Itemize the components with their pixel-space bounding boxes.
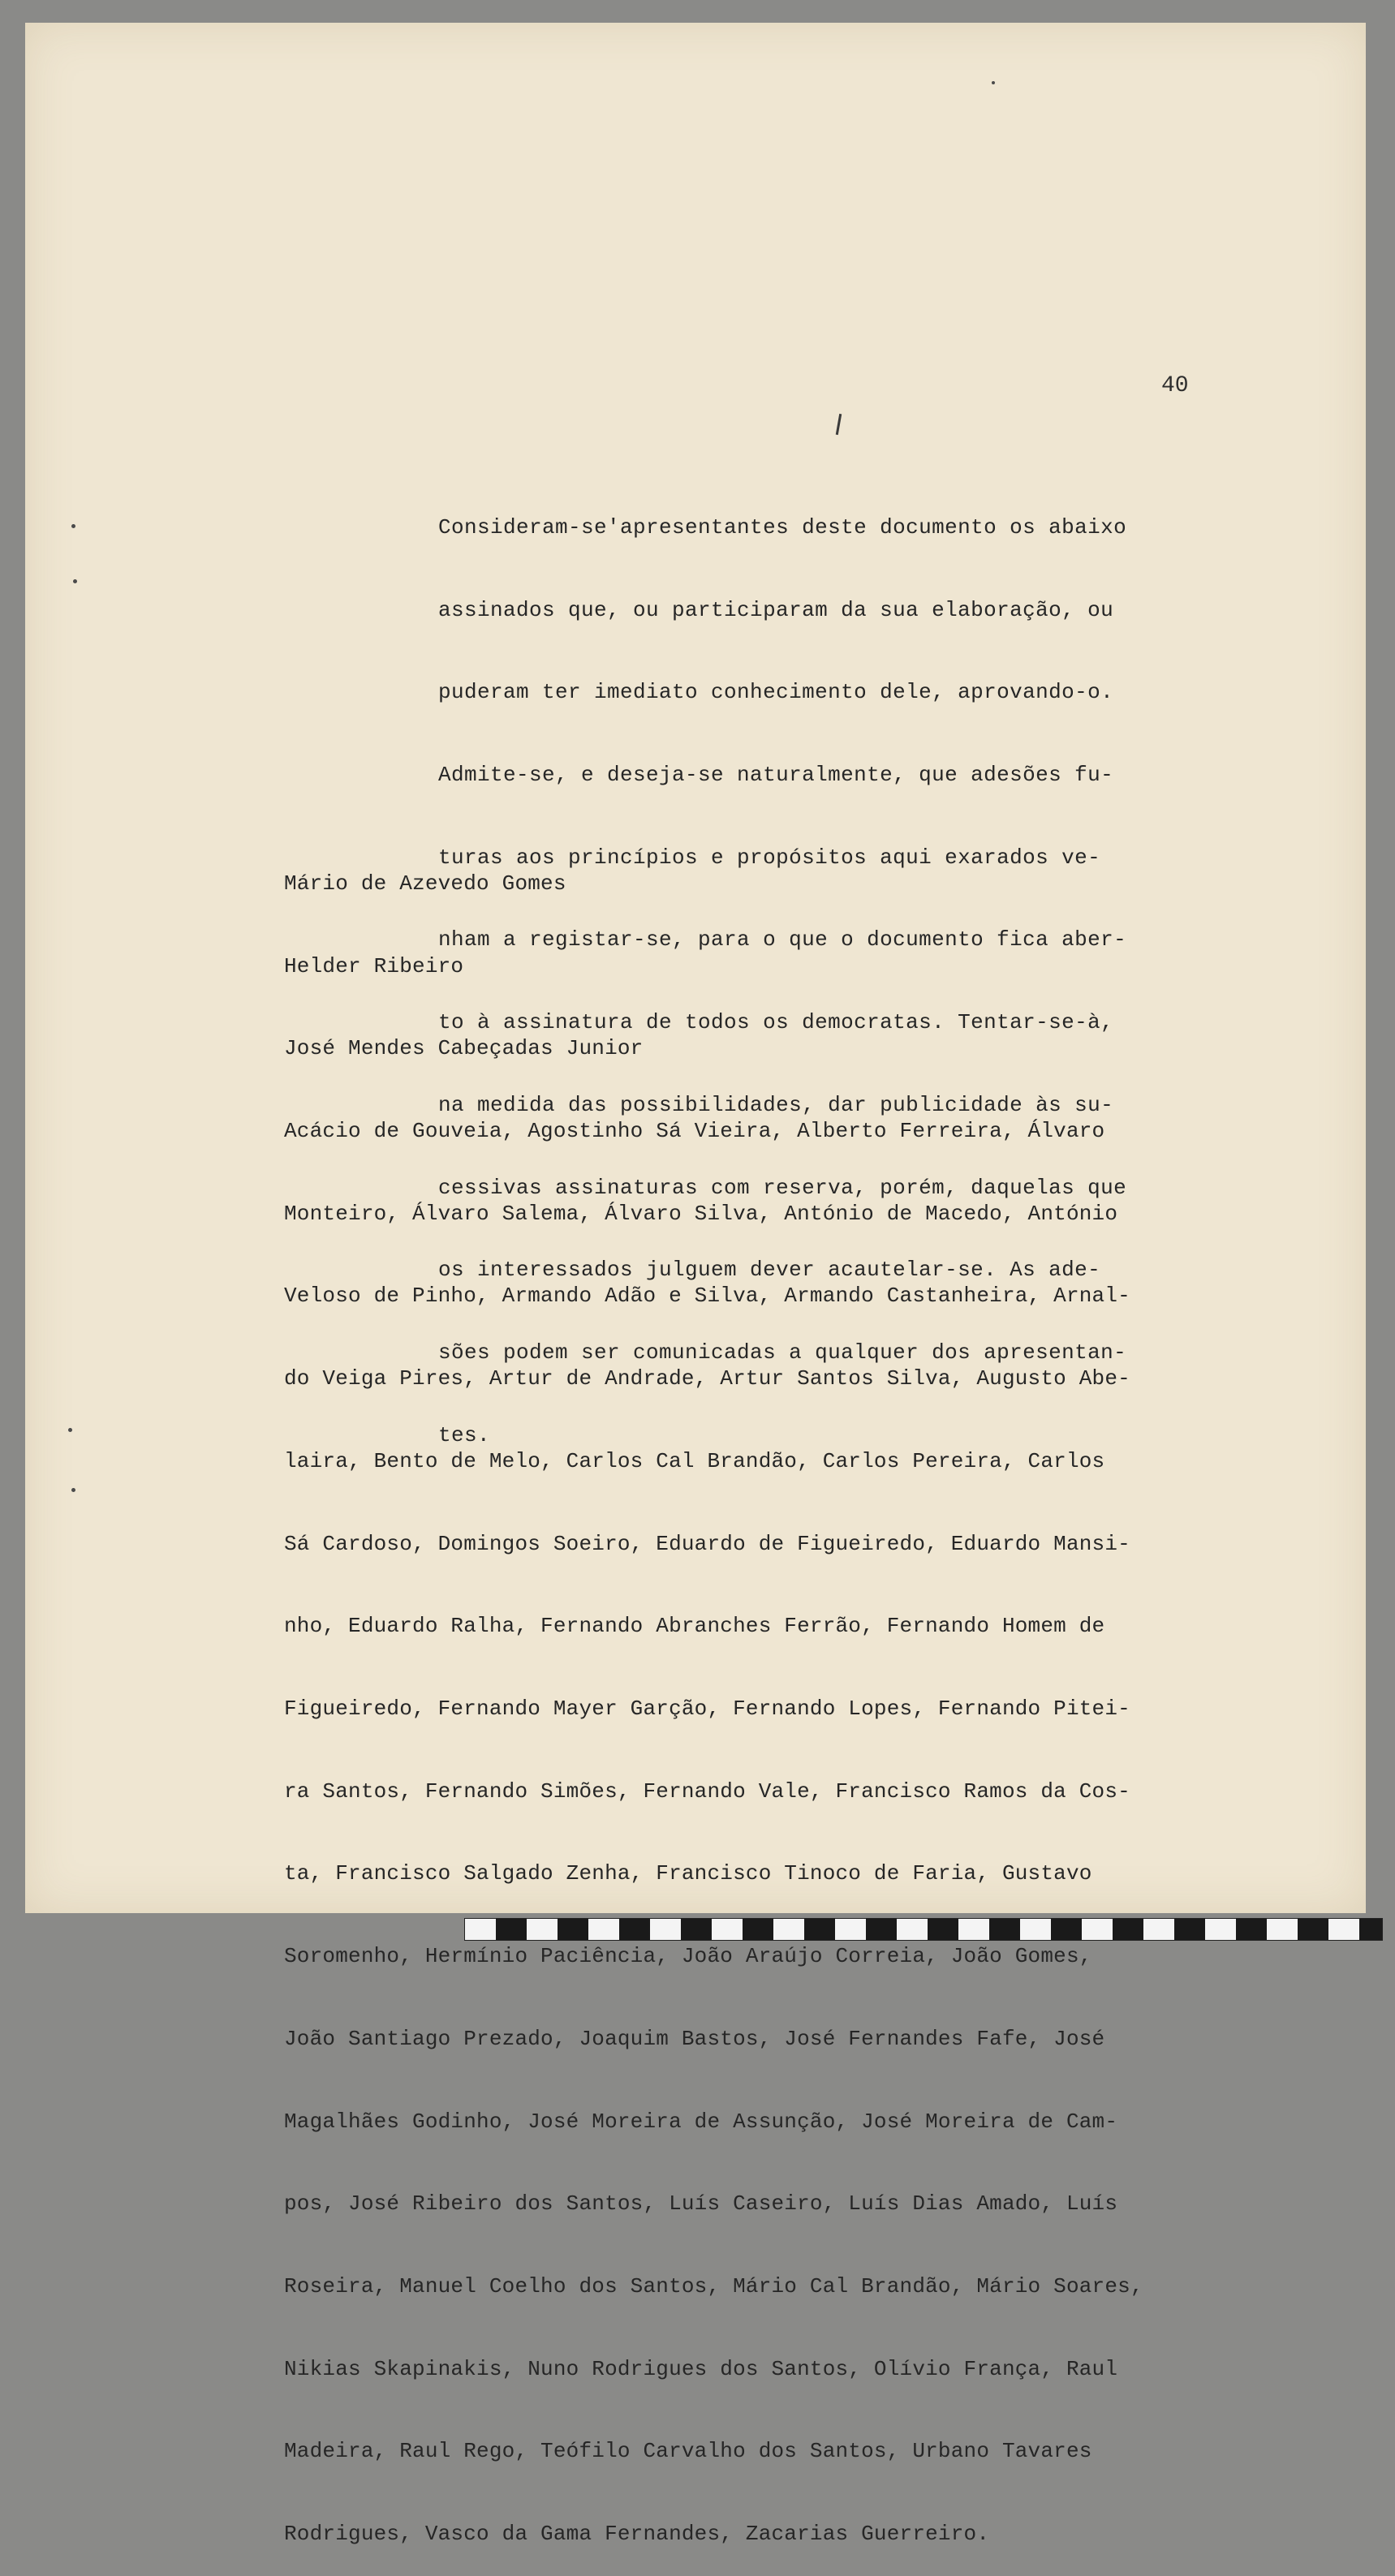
signatories-list [284,815,1274,2576]
signatory-line: Sá Cardoso, Domingos Soeiro, Eduardo de Figueiredo, Eduardo Mansi- [284,1531,1130,1556]
signatory-line: José Mendes Cabeçadas Junior [284,1036,644,1061]
signatory-line: Veloso de Pinho, Armando Adão e Silva, Armando Castanheira, Arnal- [284,1284,1130,1309]
paper-speck [73,579,77,583]
signatory-line: Nikias Skapinakis, Nuno Rodrigues dos Santos, Olívio França, Raul [284,2356,1118,2381]
paper-speck [992,81,995,84]
paper-speck [68,1428,72,1432]
paragraph-line: puderam ter imediato conhecimento dele, aprovando-o. [438,680,1114,705]
signatory-line: Helder Ribeiro [284,953,464,978]
paragraph-line: na medida das possibilidades, dar publicidade às su- [438,1092,1114,1117]
signatory-line: Roseira, Manuel Coelho dos Santos, Mário Cal Brandão, Mário Soares, [284,2274,1143,2299]
signatory-line: pos, José Ribeiro dos Santos, Luís Caseiro, Luís Dias Amado, Luís [284,2191,1118,2217]
signatory-line: Mário de Azevedo Gomes [284,871,566,896]
scale-ruler [464,1918,1383,1941]
signatory-line: ta, Francisco Salgado Zenha, Francisco Tinoco de Faria, Gustavo [284,1861,1092,1886]
signatory-line: Acácio de Gouveia, Agostinho Sá Vieira, Alberto Ferreira, Álvaro [284,1118,1105,1143]
signatory-line: Rodrigues, Vasco da Gama Fernandes, Zacarias Guerreiro. [284,2522,990,2547]
signatory-line: Madeira, Raul Rego, Teófilo Carvalho dos Santos, Urbano Tavares [284,2439,1092,2464]
paragraph-line: tes. [438,1422,491,1447]
paragraph-line: Consideram-se'apresentantes deste documento os abaixo [438,514,1127,540]
paper-speck [71,524,75,528]
paragraph-line: to à assinatura de todos os democratas. Tentar-se-à, [438,1010,1114,1035]
paragraph-line: cessivas assinaturas com reserva, porém, daquelas que [438,1175,1127,1200]
paragraph-line: turas aos princípios e propósitos aqui exarados ve- [438,845,1101,870]
paragraph-line: sões podem ser comunicadas a qualquer dos apresentan- [438,1340,1127,1365]
page-number: 40 [1161,373,1189,398]
paper-speck [71,1488,75,1492]
signatory-line: Magalhães Godinho, José Moreira de Assunção, José Moreira de Cam- [284,2109,1118,2134]
paragraph-line: Admite-se, e deseja-se naturalmente, que adesões fu- [438,762,1114,787]
signatory-line: do Veiga Pires, Artur de Andrade, Artur Santos Silva, Augusto Abe- [284,1366,1130,1391]
signatory-line: nho, Eduardo Ralha, Fernando Abranches Ferrão, Fernando Homem de [284,1614,1105,1639]
signatory-line: ra Santos, Fernando Simões, Fernando Vale, Francisco Ramos da Cos- [284,1778,1130,1804]
signatory-line: Soromenho, Hermínio Paciência, João Araújo Correia, João Gomes, [284,1944,1092,1969]
signatory-line: laira, Bento de Melo, Carlos Cal Brandão, Carlos Pereira, Carlos [284,1448,1105,1473]
signatory-line: João Santiago Prezado, Joaquim Bastos, José Fernandes Fafe, José [284,2026,1105,2051]
paragraph-line: os interessados julguem dever acautelar-se. As ade- [438,1258,1101,1283]
signatory-line: Monteiro, Álvaro Salema, Álvaro Silva, António de Macedo, António [284,1201,1118,1226]
paragraph-line: assinados que, ou participaram da sua elaboração, ou [438,597,1114,622]
paragraph-line: nham a registar-se, para o que o documento fica aber- [438,927,1127,953]
signatory-line: Figueiredo, Fernando Mayer Garção, Fernando Lopes, Fernando Pitei- [284,1697,1130,1721]
